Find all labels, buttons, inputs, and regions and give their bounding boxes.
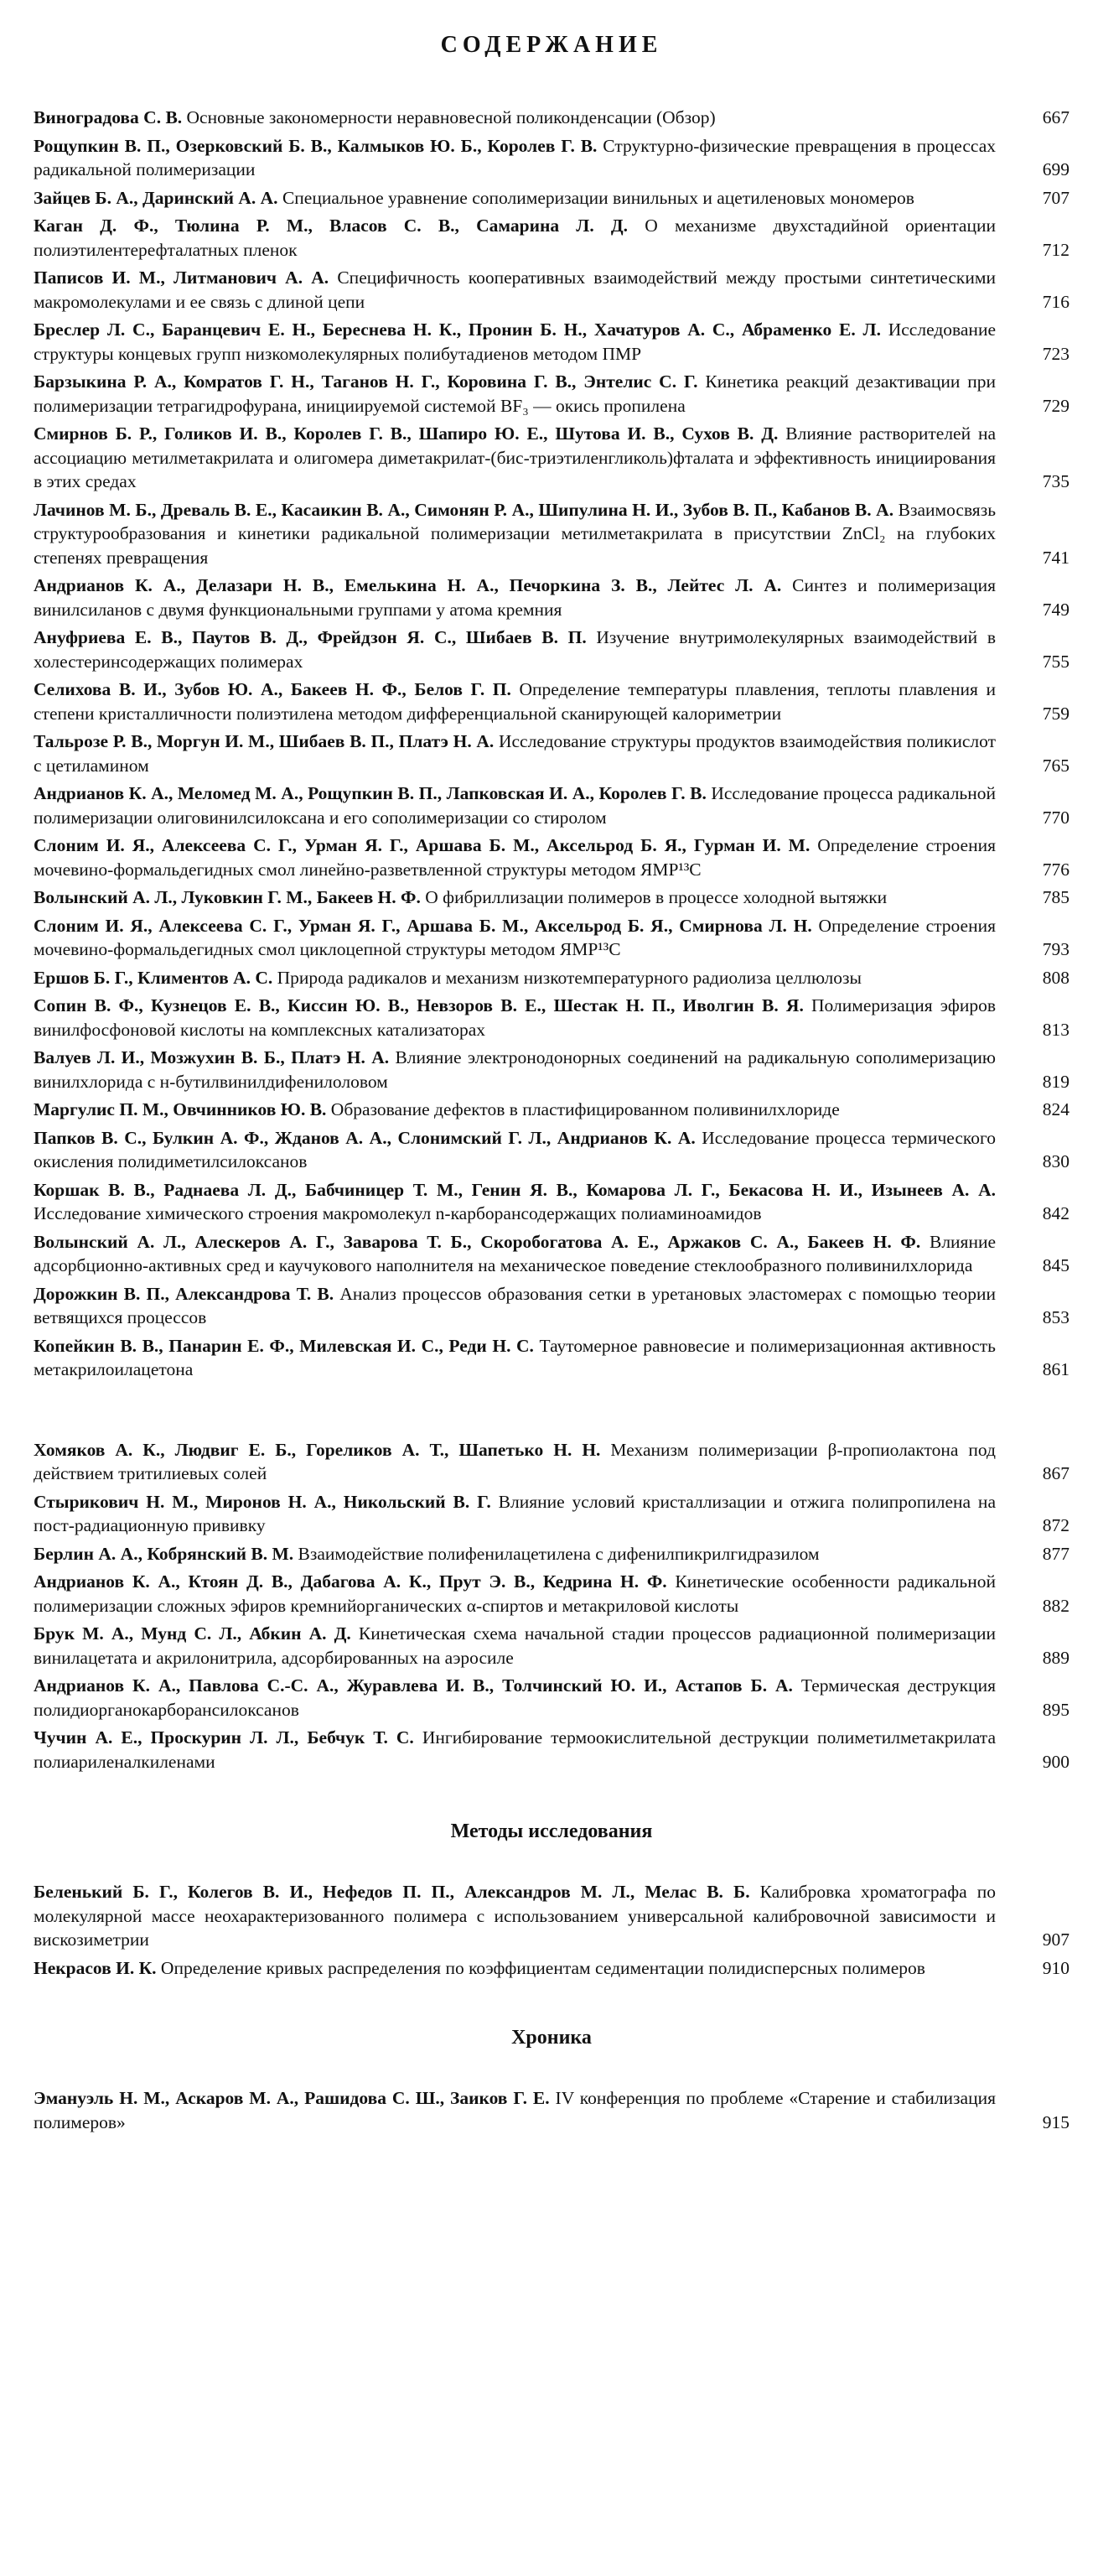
- entry-title: Калибровка хроматографа по молекулярной массе неохарактеризованного полимера с использованием универсальной калибровочной зависимости и вискозиметрии: [34, 1882, 997, 1950]
- toc-page: [34, 32, 1070, 2138]
- entry-authors: Рощупкин В. П., Озерковский Б. В., Калмыков Ю. Б., Королев Г. В.: [34, 135, 598, 156]
- toc-entry: [34, 782, 1070, 829]
- entry-title: Специальное уравнение сополимеризации винильных и ацетиленовых мономеров: [282, 187, 914, 208]
- entry-title: Взаимосвязь структурообразования и кинетики радикальной полимеризации метилметакрилата в присутствии ZnCl₂ на глубоких степенях превращения: [34, 499, 996, 568]
- entry-title: Определение строения мочевино-формальдегидных смол циклоцепной структуры методом ЯМР¹³С: [34, 915, 997, 959]
- chronicle-entries: [34, 2086, 1070, 2134]
- toc-entry: [34, 1880, 1070, 1952]
- entry-title: Исследование процесса радикальной полимеризации олиговинилсилоксана и его сополимеризации со стиролом: [34, 783, 997, 828]
- toc-entry: [34, 106, 1070, 130]
- entry-title: Исследование химического строения макромолекул n-карборансодержащих полиаминоамидов: [34, 1203, 762, 1223]
- toc-entry: [34, 730, 1070, 777]
- toc-entry: [34, 886, 1070, 910]
- entry-page-number: 915: [1042, 2111, 1070, 2132]
- entry-title: Природа радикалов и механизм низкотемпературного радиолиза целлюлозы: [277, 967, 862, 988]
- entry-page-number: 793: [1042, 939, 1070, 959]
- entry-authors: Волынский А. Л., Алескеров А. Г., Заварова Т. Б., Скоробогатова А. Е., Аржаков С. А., Бакеев Н. Ф.: [34, 1231, 921, 1252]
- toc-entry: [34, 1178, 1070, 1226]
- entry-page-number: 830: [1042, 1151, 1070, 1171]
- entry-title: Кинетическая схема начальной стадии процессов радиационной полимеризации винилацетата и акрилонитрила, адсорбированных на аэросиле: [34, 1623, 996, 1668]
- entry-page-number: 872: [1042, 1515, 1070, 1535]
- toc-entry: [34, 318, 1070, 366]
- entry-authors: Бреслер Л. С., Баранцевич Е. Н., Береснева Н. К., Пронин Б. Н., Хачатуров А. С., Абраменко Е. Л.: [34, 319, 881, 340]
- entry-title: IV конференция по проблеме «Старение и стабилизация полимеров»: [34, 2088, 996, 2132]
- entry-authors: Дорожкин В. П., Александрова Т. В.: [34, 1283, 334, 1304]
- entry-page-number: 895: [1042, 1699, 1070, 1720]
- toc-entry: [34, 1126, 1070, 1174]
- entry-page-number: 882: [1042, 1595, 1070, 1616]
- entry-page-number: 716: [1042, 291, 1070, 312]
- toc-entry: [34, 966, 1070, 990]
- entry-authors: Волынский А. Л., Луковкин Г. М., Бакеев Н. Ф.: [34, 887, 421, 907]
- entry-authors: Каган Д. Ф., Тюлина Р. М., Власов С. В., Самарина Л. Д.: [34, 216, 629, 236]
- toc-entry: [34, 1282, 1070, 1330]
- entry-title: Полимеризация эфиров винилфосфоновой кислоты на комплексных катализаторах: [34, 995, 996, 1040]
- entry-page-number: 770: [1042, 807, 1070, 828]
- methods-entries: [34, 1880, 1070, 1980]
- entry-authors: Коршак В. В., Раднаева Л. Д., Бабчиницер Т. М., Генин Я. В., Комарова Л. Г., Бекасова Н. И., Изынеев А. А.: [34, 1179, 996, 1200]
- entry-page-number: 729: [1042, 395, 1070, 416]
- entry-authors: Андрианов К. А., Ктоян Д. В., Дабагова А. К., Прут Э. В., Кедрина Н. Ф.: [34, 1571, 667, 1592]
- entry-title: Определение температуры плавления, теплоты плавления и степени кристалличности полиэтилена методом дифференциальной сканирующей калориметрии: [34, 679, 996, 724]
- entry-page-number: 853: [1042, 1307, 1070, 1327]
- entry-title: Основные закономерности неравновесной поликонденсации (Обзор): [186, 107, 716, 127]
- entry-authors: Виноградова С. В.: [34, 107, 183, 127]
- toc-entry: [34, 1956, 1070, 1981]
- toc-entry: [34, 1726, 1070, 1774]
- toc-entry: [34, 1334, 1070, 1382]
- entry-title: Исследование структуры продуктов взаимодействия поликислот с цетиламином: [34, 731, 996, 776]
- entry-page-number: 741: [1042, 547, 1070, 568]
- entry-authors: Зайцев Б. А., Даринский А. А.: [34, 187, 278, 208]
- entry-page-number: 845: [1042, 1255, 1070, 1275]
- entry-page-number: 735: [1042, 471, 1070, 491]
- entry-title: О механизме двухстадийной ориентации полиэтилентерефталатных пленок: [34, 216, 996, 260]
- entry-title: Анализ процессов образования сетки в уретановых эластомерах с помощью теории ветвящихся процессов: [34, 1283, 997, 1327]
- entry-title: Определение строения мочевино-формальдегидных смол линейно-разветвленной структуры методом ЯМР¹³С: [34, 835, 996, 880]
- entry-page-number: 707: [1042, 187, 1070, 208]
- entry-page-number: 861: [1042, 1359, 1070, 1379]
- toc-entry: [34, 678, 1070, 725]
- entry-title: Ингибирование термоокислительной деструкции полиметилметакрилата полиариленалкиленами: [34, 1727, 997, 1772]
- entry-page-number: 712: [1042, 239, 1070, 260]
- entry-title: Образование дефектов в пластифицированном поливинилхлориде: [330, 1099, 840, 1119]
- entry-authors: Берлин А. А., Кобрянский В. М.: [34, 1543, 294, 1564]
- entry-page-number: 842: [1042, 1203, 1070, 1223]
- chronicle-section-title: Хроника: [511, 2027, 592, 2049]
- toc-entry: [34, 1438, 1070, 1486]
- entry-page-number: 765: [1042, 755, 1070, 776]
- entry-authors: Смирнов Б. Р., Голиков И. В., Королев Г. В., Шапиро Ю. Е., Шутова И. В., Сухов В. Д.: [34, 423, 779, 444]
- toc-entry: [34, 498, 1070, 570]
- entry-authors: Селихова В. И., Зубов Ю. А., Бакеев Н. Ф., Белов Г. П.: [34, 679, 511, 699]
- entry-authors: Некрасов И. К.: [34, 1957, 157, 1978]
- entry-authors: Беленький Б. Г., Колегов В. И., Нефедов П. П., Александров М. Л., Мелас В. Б.: [34, 1882, 750, 1902]
- entry-title: Кинетика реакций дезактивации при полимеризации тетрагидрофурана, инициируемой системой BF₃ — окись пропилена: [34, 371, 996, 416]
- entry-authors: Копейкин В. В., Панарин Е. Ф., Милевская И. С., Реди Н. С.: [34, 1335, 534, 1356]
- entry-authors: Чучин А. Е., Проскурин Л. Л., Бебчук Т. С.: [34, 1727, 414, 1748]
- entry-authors: Тальрозе Р. В., Моргун И. М., Шибаев В. П., Платэ Н. А.: [34, 731, 495, 751]
- entry-title: Структурно-физические превращения в процессах радикальной полимеризации: [34, 135, 997, 179]
- entry-page-number: 877: [1042, 1543, 1070, 1564]
- entry-page-number: 699: [1042, 159, 1070, 179]
- entry-page-number: 749: [1042, 599, 1070, 620]
- entry-authors: Ануфриева Е. В., Паутов В. Д., Фрейдзон Я. С., Шибаев В. П.: [34, 627, 587, 647]
- methods-section-title: Методы исследования: [450, 1820, 653, 1842]
- toc-entry: [34, 626, 1070, 673]
- entry-authors: Стырикович Н. М., Миронов Н. А., Никольский В. Г.: [34, 1491, 491, 1512]
- toc-entry: [34, 1046, 1070, 1093]
- toc-entry: [34, 1490, 1070, 1538]
- entry-title: О фибриллизации полимеров в процессе холодной вытяжки: [425, 887, 888, 907]
- entry-authors: Сопин В. Ф., Кузнецов Е. В., Киссин Ю. В., Невзоров В. Е., Шестак Н. П., Иволгин В. Я.: [34, 995, 804, 1015]
- short-entries: [34, 1438, 1070, 1774]
- entry-authors: Паписов И. М., Литманович А. А.: [34, 267, 329, 288]
- entry-title: Исследование процесса термического окисления полидиметилсилоксанов: [34, 1127, 997, 1171]
- toc-entry: [34, 1622, 1070, 1670]
- entry-page-number: 813: [1042, 1019, 1070, 1040]
- entry-authors: Андрианов К. А., Меломед М. А., Рощупкин В. П., Лапковская И. А., Королев Г. В.: [34, 783, 707, 803]
- toc-entry: [34, 422, 1070, 494]
- entry-authors: Слоним И. Я., Алексеева С. Г., Урман Я. Г., Аршава Б. М., Аксельрод Б. Я., Смирнова Л. Н.: [34, 915, 812, 936]
- entry-page-number: 824: [1042, 1099, 1070, 1119]
- entry-authors: Эмануэль Н. М., Аскаров М. А., Рашидова С. Ш., Заиков Г. Е.: [34, 2088, 550, 2108]
- entry-title: Взаимодействие полифенилацетилена с дифенилпикрилгидразилом: [298, 1543, 820, 1564]
- entry-page-number: 910: [1042, 1957, 1070, 1978]
- toc-entry: [34, 914, 1070, 962]
- entry-authors: Валуев Л. И., Мозжухин В. Б., Платэ Н. А.: [34, 1047, 390, 1067]
- entry-title: Влияние условий кристаллизации и отжига полипропилена на пост-радиационную прививку: [34, 1491, 996, 1535]
- entry-page-number: 867: [1042, 1463, 1070, 1483]
- toc-entry: [34, 574, 1070, 621]
- toc-entry: [34, 214, 1070, 262]
- entry-title: Таутомерное равновесие и полимеризационная активность метакрилоилацетона: [34, 1335, 996, 1379]
- entry-page-number: 907: [1042, 1929, 1070, 1950]
- toc-entry: [34, 834, 1070, 881]
- page-title: СОДЕРЖАНИЕ: [440, 32, 663, 58]
- entry-authors: Барзыкина Р. А., Комратов Г. Н., Таганов Н. Г., Коровина Г. В., Энтелис С. Г.: [34, 371, 698, 392]
- entry-authors: Слоним И. Я., Алексеева С. Г., Урман Я. Г., Аршава Б. М., Аксельрод Б. Я., Гурман И. М.: [34, 835, 811, 855]
- entry-page-number: 776: [1042, 859, 1070, 880]
- entry-page-number: 755: [1042, 651, 1070, 672]
- entry-title: Изучение внутримолекулярных взаимодействий в холестеринсодержащих полимерах: [34, 627, 996, 672]
- toc-entry: [34, 1570, 1070, 1618]
- toc-entry: [34, 994, 1070, 1041]
- entry-title: Влияние электронодонорных соединений на радикальную сополимеризацию винилхлорида с н-бутилвинилдифенилоловом: [34, 1047, 996, 1092]
- entry-page-number: 889: [1042, 1647, 1070, 1668]
- entry-authors: Андрианов К. А., Делазари Н. В., Емелькина Н. А., Печоркина З. В., Лейтес Л. А.: [34, 575, 782, 595]
- entry-authors: Маргулис П. М., Овчинников Ю. В.: [34, 1099, 327, 1119]
- entry-title: Механизм полимеризации β-пропиолактона под действием тритилиевых солей: [34, 1439, 996, 1483]
- entry-authors: Андрианов К. А., Павлова С.-С. А., Журавлева И. В., Толчинский Ю. И., Астапов Б. А.: [34, 1675, 793, 1696]
- entry-title: Влияние адсорбционно-активных сред и каучукового наполнителя на механическое поведение стеклообразного поливинилхлорида: [34, 1231, 997, 1275]
- toc-entry: [34, 1542, 1070, 1566]
- entry-page-number: 723: [1042, 343, 1070, 364]
- entry-authors: Лачинов М. Б., Древаль В. Е., Касаикин В. А., Симонян Р. А., Шипулина Н. И., Зубов В. П., Кабанов В. А.: [34, 499, 894, 520]
- entry-page-number: 819: [1042, 1071, 1070, 1092]
- main-entries: [34, 106, 1070, 1382]
- entry-authors: Брук М. А., Мунд С. Л., Абкин А. Д.: [34, 1623, 351, 1644]
- entry-authors: Ершов Б. Г., Климентов А. С.: [34, 967, 273, 988]
- entry-page-number: 900: [1042, 1751, 1070, 1772]
- entry-title: Кинетические особенности радикальной полимеризации сложных эфиров кремнийорганических α-спиртов и метакриловой кислоты: [34, 1571, 996, 1616]
- entry-page-number: 759: [1042, 703, 1070, 724]
- toc-entry: [34, 2086, 1070, 2134]
- entry-title: Определение кривых распределения по коэффициентам седиментации полидисперсных полимеров: [160, 1957, 925, 1978]
- toc-entry: [34, 370, 1070, 418]
- toc-entry: [34, 186, 1070, 210]
- group-separator: [34, 1386, 1070, 1438]
- entry-page-number: 808: [1042, 967, 1070, 988]
- entry-page-number: 785: [1042, 887, 1070, 907]
- entry-page-number: 667: [1042, 107, 1070, 127]
- entry-title: Исследование структуры концевых групп низкомолекулярных полибутадиенов методом ПМР: [34, 319, 996, 364]
- toc-entry: [34, 1098, 1070, 1122]
- entry-title: Синтез и полимеризация винилсиланов с двумя функциональными группами у атома кремния: [34, 575, 996, 620]
- toc-entry: [34, 1674, 1070, 1722]
- entry-title: Специфичность кооперативных взаимодействий между простыми синтетическими макромолекулами и ее связь с длиной цепи: [34, 267, 996, 312]
- entry-title: Термическая деструкция полидиорганокарборансилоксанов: [34, 1675, 996, 1720]
- toc-entry: [34, 1230, 1070, 1278]
- entry-authors: Хомяков А. К., Людвиг Е. Б., Гореликов А. Т., Шапетько Н. Н.: [34, 1439, 601, 1460]
- toc-entry: [34, 134, 1070, 182]
- entry-authors: Папков В. С., Булкин А. Ф., Жданов А. А., Слонимский Г. Л., Андрианов К. А.: [34, 1127, 696, 1148]
- entry-title: Влияние растворителей на ассоциацию метилметакрилата и олигомера диметакрилат-(бис-триэтиленгликоль)фталата и эффективность инициирования в этих средах: [34, 423, 997, 491]
- toc-entry: [34, 266, 1070, 314]
